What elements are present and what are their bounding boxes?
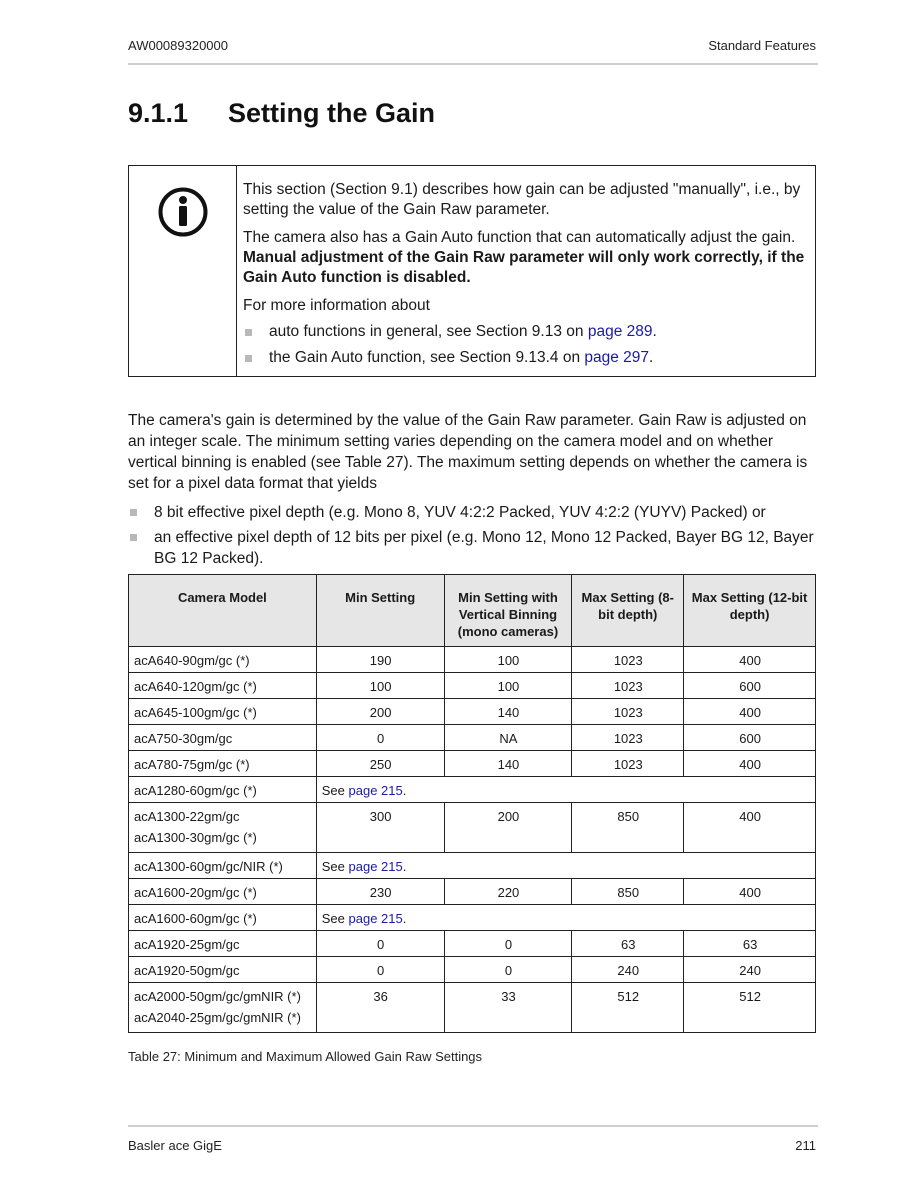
see-suffix: .	[402, 859, 407, 874]
list-item	[243, 348, 805, 368]
min-setting-cell: 300	[316, 803, 444, 853]
camera-model: acA1600-20gm/gc (*)	[134, 885, 257, 900]
list-item	[128, 527, 818, 569]
section-name: Standard Features	[708, 38, 816, 53]
list-item	[128, 502, 818, 523]
table-body	[129, 647, 816, 1033]
column-header: Max Setting (8-bit depth)	[572, 575, 684, 647]
camera-model: acA1280-60gm/gc (*)	[134, 783, 257, 798]
max-12bit-cell: 512	[684, 983, 816, 1033]
max-12bit-cell: 63	[684, 931, 816, 957]
camera-model-cell	[129, 803, 317, 853]
camera-model-cell	[129, 879, 317, 905]
min-vb-setting-cell: NA	[444, 725, 572, 751]
see-page-cell	[316, 777, 815, 803]
camera-model-cell	[129, 957, 317, 983]
min-setting-cell: 230	[316, 879, 444, 905]
camera-model: acA1920-50gm/gc	[134, 963, 240, 978]
table-row	[129, 777, 816, 803]
pixel-depth-list	[128, 502, 818, 569]
page-title	[128, 98, 435, 129]
min-vb-setting-cell: 140	[444, 751, 572, 777]
camera-model: acA750-30gm/gc	[134, 731, 233, 746]
camera-model-cell	[129, 931, 317, 957]
see-text: See	[321, 783, 349, 798]
table-row	[129, 647, 816, 673]
header-rule	[128, 63, 818, 65]
camera-model: acA2040-25gm/gc/gmNIR (*)	[134, 1010, 301, 1025]
max-8bit-cell: 850	[572, 879, 684, 905]
see-suffix: .	[402, 911, 407, 926]
max-8bit-cell: 1023	[572, 699, 684, 725]
camera-model: acA1600-60gm/gc (*)	[134, 911, 257, 926]
min-setting-cell: 200	[316, 699, 444, 725]
camera-model: acA1920-25gm/gc	[134, 937, 240, 952]
table-caption: Table 27: Minimum and Maximum Allowed Gain Raw Settings	[128, 1049, 483, 1064]
info-icon	[157, 186, 209, 238]
min-vb-setting-cell: 0	[444, 931, 572, 957]
bullet-square-icon	[130, 509, 137, 516]
see-suffix: .	[402, 783, 407, 798]
list-item-text: an effective pixel depth of 12 bits per pixel (e.g. Mono 12, Mono 12 Packed, Bayer BG 12, Bayer BG 12 Packed).	[154, 529, 814, 567]
min-setting-cell: 190	[316, 647, 444, 673]
note-plain-text: The camera also has a Gain Auto function that can automatically adjust the gain.	[243, 229, 796, 246]
table-row	[129, 957, 816, 983]
table-row	[129, 673, 816, 699]
note-text	[237, 166, 815, 376]
min-vb-setting-cell: 220	[444, 879, 572, 905]
max-8bit-cell: 1023	[572, 725, 684, 751]
max-12bit-cell: 400	[684, 647, 816, 673]
camera-model: acA640-90gm/gc (*)	[134, 653, 250, 668]
page-link[interactable]: page 215	[348, 783, 403, 798]
table-row	[129, 853, 816, 879]
max-8bit-cell: 1023	[572, 647, 684, 673]
min-vb-setting-cell: 33	[444, 983, 572, 1033]
list-item-suffix: .	[652, 323, 657, 340]
table-row	[129, 699, 816, 725]
min-setting-cell: 36	[316, 983, 444, 1033]
page-number: 211	[795, 1138, 816, 1153]
column-header: Camera Model	[129, 575, 317, 647]
min-vb-setting-cell: 100	[444, 647, 572, 673]
doc-id: AW00089320000	[128, 38, 228, 53]
max-12bit-cell: 600	[684, 725, 816, 751]
page-link[interactable]: page 215	[348, 859, 403, 874]
note-paragraph-2	[243, 228, 805, 288]
list-item-text: auto functions in general, see Section 9.13 on	[269, 323, 588, 340]
note-paragraph-3: For more information about	[243, 297, 430, 314]
bullet-square-icon	[130, 534, 137, 541]
max-12bit-cell: 400	[684, 751, 816, 777]
max-12bit-cell: 600	[684, 673, 816, 699]
column-header: Min Setting	[316, 575, 444, 647]
body-text	[128, 410, 818, 573]
table-row	[129, 931, 816, 957]
note-icon-cell	[129, 166, 237, 376]
see-text: See	[321, 859, 349, 874]
camera-model: acA2000-50gm/gc/gmNIR (*)	[134, 989, 301, 1004]
min-setting-cell: 250	[316, 751, 444, 777]
list-item-text: the Gain Auto function, see Section 9.13.4 on	[269, 349, 585, 366]
camera-model-cell	[129, 905, 317, 931]
see-page-cell	[316, 853, 815, 879]
page-footer	[128, 1138, 816, 1153]
min-setting-cell: 0	[316, 725, 444, 751]
note-reference-list	[243, 322, 805, 368]
max-8bit-cell: 1023	[572, 673, 684, 699]
bullet-square-icon	[245, 329, 252, 336]
camera-model-cell	[129, 699, 317, 725]
camera-model: acA1300-22gm/gc	[134, 809, 240, 824]
column-header: Max Setting (12-bit depth)	[684, 575, 816, 647]
max-12bit-cell: 400	[684, 879, 816, 905]
column-header: Min Setting with Vertical Binning (mono cameras)	[444, 575, 572, 647]
min-setting-cell: 100	[316, 673, 444, 699]
page-link[interactable]: page 297	[584, 349, 650, 366]
body-paragraph: The camera's gain is determined by the value of the Gain Raw parameter. Gain Raw is adjusted on an integer scale. The minimum setting varies depending on the camera model and on whether vertical binning is enabled (see Table 27). The maximum setting depends on whether the camera is set for a pixel data format that yields	[128, 412, 808, 492]
note-warning-text: Manual adjustment of the Gain Raw parameter will only work correctly, if the Gain Auto function is disabled.	[243, 249, 805, 286]
page-link[interactable]: page 215	[348, 911, 403, 926]
note-paragraph-1: This section (Section 9.1) describes how gain can be adjusted "manually", i.e., by setting the value of the Gain Raw parameter.	[243, 181, 801, 218]
table-row	[129, 803, 816, 853]
footer-rule	[128, 1125, 818, 1127]
camera-model-cell	[129, 983, 317, 1033]
max-8bit-cell: 240	[572, 957, 684, 983]
table-row	[129, 725, 816, 751]
list-item	[243, 322, 805, 342]
min-vb-setting-cell: 140	[444, 699, 572, 725]
page-link[interactable]: page 289	[587, 323, 653, 340]
list-item-suffix: .	[649, 349, 654, 366]
product-name: Basler ace GigE	[128, 1138, 222, 1153]
info-note-box	[128, 165, 816, 377]
gain-settings-table	[128, 574, 816, 1033]
list-item-text: 8 bit effective pixel depth (e.g. Mono 8, YUV 4:2:2 Packed, YUV 4:2:2 (YUYV) Packed) or	[154, 504, 766, 521]
max-12bit-cell: 240	[684, 957, 816, 983]
table-row	[129, 905, 816, 931]
max-12bit-cell: 400	[684, 699, 816, 725]
max-8bit-cell: 1023	[572, 751, 684, 777]
camera-model-cell	[129, 853, 317, 879]
table-header-row	[129, 575, 816, 647]
section-number: 9.1.1	[128, 98, 189, 128]
camera-model-cell	[129, 725, 317, 751]
camera-model-cell	[129, 777, 317, 803]
min-vb-setting-cell: 200	[444, 803, 572, 853]
max-8bit-cell: 63	[572, 931, 684, 957]
max-12bit-cell: 400	[684, 803, 816, 853]
min-vb-setting-cell: 0	[444, 957, 572, 983]
camera-model-cell	[129, 673, 317, 699]
max-8bit-cell: 850	[572, 803, 684, 853]
camera-model: acA1300-60gm/gc/NIR (*)	[134, 859, 283, 874]
table-row	[129, 983, 816, 1033]
max-8bit-cell: 512	[572, 983, 684, 1033]
page-header	[128, 38, 816, 53]
bullet-square-icon	[245, 355, 252, 362]
camera-model-cell	[129, 751, 317, 777]
min-setting-cell: 0	[316, 957, 444, 983]
camera-model: acA780-75gm/gc (*)	[134, 757, 250, 772]
camera-model: acA645-100gm/gc (*)	[134, 705, 257, 720]
min-vb-setting-cell: 100	[444, 673, 572, 699]
see-page-cell	[316, 905, 815, 931]
min-setting-cell: 0	[316, 931, 444, 957]
camera-model-cell	[129, 647, 317, 673]
table-row	[129, 879, 816, 905]
camera-model: acA1300-30gm/gc (*)	[134, 830, 257, 845]
table-row	[129, 751, 816, 777]
section-title: Setting the Gain	[228, 98, 436, 128]
see-text: See	[321, 911, 349, 926]
camera-model: acA640-120gm/gc (*)	[134, 679, 257, 694]
